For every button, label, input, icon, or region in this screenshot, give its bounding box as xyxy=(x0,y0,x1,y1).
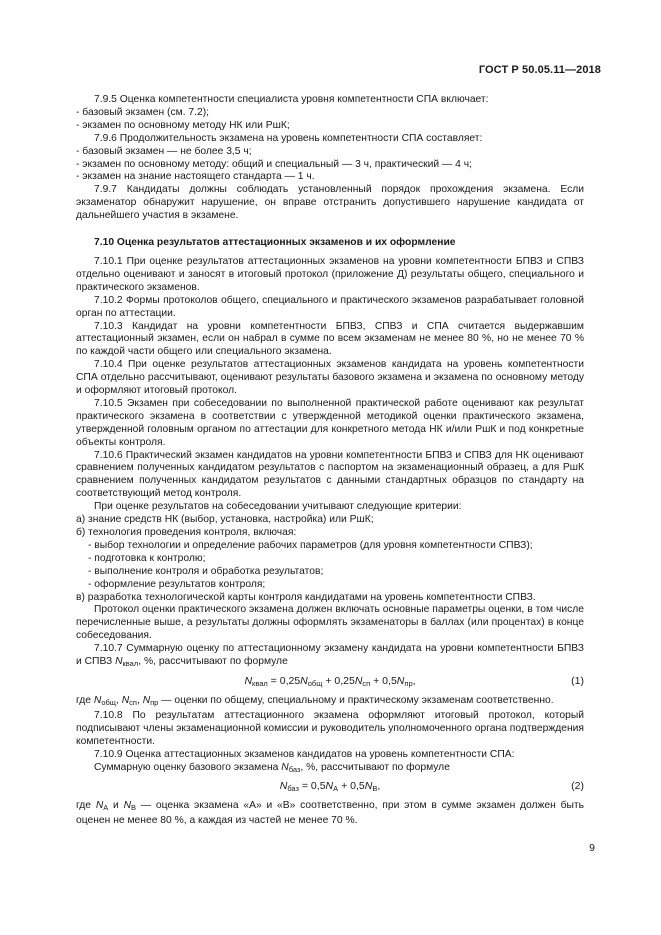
criterion-b: б) технология проведения контроля, включая: xyxy=(76,527,297,538)
clause-7-10-5: 7.10.5 Экзамен при собеседовании по выполненной практической работе оценивают как результат практического экзамена в соответствии с утвержденной методикой оценки практического экзамена, утвержденной головным органом по аттестации для конкретного метода НК и/или РшК и под конкретные объекты контроля. xyxy=(76,397,584,448)
clause-7-9-6: 7.9.6 Продолжительность экзамена на уровень компетентности СПА составляет: xyxy=(94,132,483,144)
criteria-intro: При оценке результатов на собеседовании учитывают следующие критерии: xyxy=(94,501,462,513)
clause-7-10-7: 7.10.7 Суммарную оценку по аттестационному экзамену кандидата на уровни компетентности БПВЗ и СПВЗ $N_{квал}$, %, рассчитывают по формуле xyxy=(76,643,584,669)
list-item: - экзамен на знание настоящего стандарта — 1 ч. xyxy=(76,171,315,183)
clause-7-10-4: 7.10.4 При оценке результатов аттестационных экзаменов кандидата на уровень компетентности СПА отдельно рассчитывают, оценивают результаты базового экзамена и экзамена по основному методу и оформляют итоговый протокол. xyxy=(76,359,584,397)
formula-2-where: где $N_А$ и $N_В$ — оценка экзамена «А» и «В» соответственно, при этом в сумме экзамен должен быть оценен не менее 80 %, а каждая из частей не менее 70 %. xyxy=(76,800,584,827)
list-item: - оформление результатов контроля; xyxy=(88,578,266,590)
list-item: - экзамен по основному методу: общий и специальный — 3 ч, практический — 4 ч; xyxy=(76,158,472,170)
formula-2-expression: $N_{баз} = 0,5N_А + 0,5N_В$, xyxy=(279,780,381,794)
list-item: - выбор технологии и определение рабочих параметров (для уровня компетентности СПВЗ); xyxy=(88,539,533,551)
section-heading-7-10: 7.10 Оценка результатов аттестационных экзаменов и их оформление xyxy=(94,237,456,249)
document-header: ГОСТ Р 50.05.11—2018 xyxy=(478,64,601,76)
criterion-a: а) знание средств НК (выбор, установка, настройка) или РшК; xyxy=(76,514,374,526)
document-body xyxy=(76,94,584,828)
clause-7-9-5: 7.9.5 Оценка компетентности специалиста уровня компетентности СПА включает: xyxy=(94,94,489,105)
list-item: - подготовка к контролю; xyxy=(88,552,206,564)
formula-1-where: где $N_{общ}$, $N_{сп}$, $N_{пр}$ — оценки по общему, специальному и практическому экзаменам соответственно. xyxy=(76,694,554,707)
clause-7-10-2: 7.10.2 Формы протоколов общего, специального и практического экзаменов разрабатывает головной орган по аттестации. xyxy=(76,294,584,319)
criterion-c: в) разработка технологической карты контроля кандидатами на уровень компетентности СПВЗ. xyxy=(76,591,536,603)
protocol-paragraph: Протокол оценки практического экзамена должен включать основные параметры оценки, в том числе перечисленные выше, а результаты должны оформлять экзаменаторы в баллах (или процентах) в конце собеседования. xyxy=(76,604,584,642)
clause-7-10-9: 7.10.9 Оценка аттестационных экзаменов кандидатов на уровень компетентности СПА: xyxy=(94,748,515,760)
formula-2 xyxy=(76,780,584,796)
clause-7-10-8: 7.10.8 По результатам аттестационного экзамена оформляют итоговый протокол, который подписывают члены экзаменационной комиссии и руководитель уполномоченного органа подтверждения компетентности. xyxy=(76,709,584,747)
clause-7-9-7: 7.9.7 Кандидаты должны соблюдать установленный порядок прохождения экзамена. Если экзаменатор обнаружит нарушение, он вправе отстранить допустившего нарушение кандидата от дальнейшего участия в экзамене. xyxy=(76,184,584,222)
page-number: 9 xyxy=(589,842,595,854)
list-item: - экзамен по основному методу НК или РшК; xyxy=(76,119,290,131)
list-item: - базовый экзамен (см. 7.2); xyxy=(76,106,210,118)
sum-base-paragraph: Суммарную оценку базового экзамена $N_{баз}$, %, рассчитывают по формуле xyxy=(94,761,450,774)
list-item: - базовый экзамен — не более 3,5 ч; xyxy=(76,145,252,157)
formula-2-number: (2) xyxy=(571,780,584,793)
clause-7-10-3: 7.10.3 Кандидат на уровни компетентности БПВЗ, СПВЗ и СПА считается выдержавшим аттестационный экзамен, если он набрал в сумме по всем экзаменам не менее 80 %, но не менее 70 % по каждой части общего или специального экзамена. xyxy=(76,320,584,358)
formula-1-number: (1) xyxy=(571,674,584,687)
clause-7-10-6: 7.10.6 Практический экзамен кандидатов на уровни компетентности БПВЗ и СПВЗ для НК оценивают сравнением полученных кандидатом результатов с паспортом на экзаменационный образец, а для РшК сравнением полученных кандидатом результатов с данными стандартных образцов по стандарту на соответствующий метод контроля. xyxy=(76,449,584,500)
formula-1 xyxy=(76,675,584,691)
clause-7-10-1: 7.10.1 При оценке результатов аттестационных экзаменов на уровни компетентности БПВЗ и СПВЗ отдельно оценивают и заносят в итоговый протокол (приложение Д) результаты общего, специального и практического экзаменов. xyxy=(76,255,584,293)
list-item: - выполнение контроля и обработка результатов; xyxy=(88,565,324,577)
formula-1-expression: $N_{квал} = 0,25N_{общ} + 0,25N_{сп} + 0,5N_{пр}$, xyxy=(244,674,416,688)
